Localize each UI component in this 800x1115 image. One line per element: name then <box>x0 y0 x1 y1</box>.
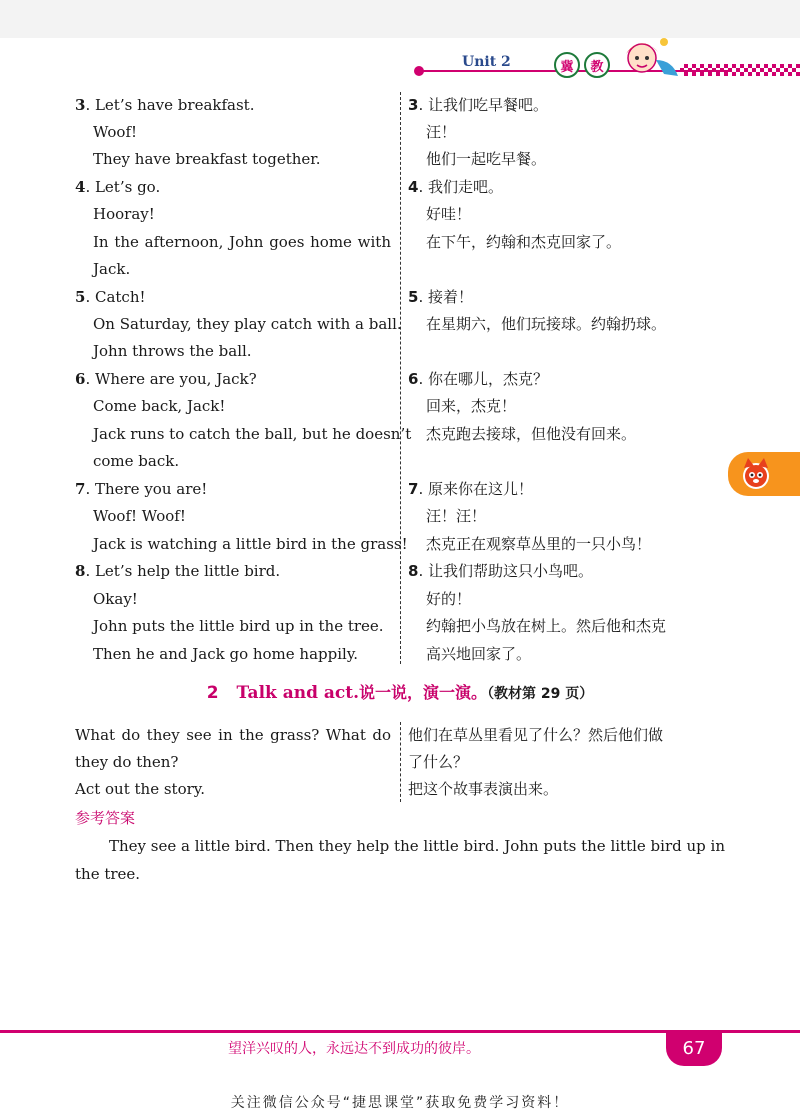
english-line: 6. Where are you, Jack? <box>75 370 257 388</box>
story-row <box>0 229 800 256</box>
english-line: John throws the ball. <box>93 342 252 360</box>
english-line: 4. Let’s go. <box>75 178 161 196</box>
story-row <box>0 476 800 503</box>
story-row <box>0 92 800 119</box>
english-line: John puts the little bird up in the tree. <box>93 617 384 635</box>
badge-ji: 冀 <box>554 52 580 78</box>
story-row <box>0 174 800 201</box>
chinese-line: 6. 你在哪儿，杰克？ <box>408 370 548 388</box>
chinese-line: 杰克跑去接球，但他没有回来。 <box>426 425 637 443</box>
header-checker-pattern <box>680 64 800 76</box>
story-row <box>0 201 800 228</box>
english-line: come back. <box>93 452 180 470</box>
english-line: they do then? <box>75 753 179 771</box>
english-line: Hooray! <box>93 205 155 223</box>
story-row <box>0 393 800 420</box>
chinese-line: 杰克正在观察草丛里的一只小鸟！ <box>426 535 652 553</box>
chinese-line: 3. 让我们吃早餐吧。 <box>408 96 548 114</box>
chinese-line: 7. 原来你在这儿！ <box>408 480 533 498</box>
english-line: Jack runs to catch the ball, but he doesn’t <box>93 425 412 443</box>
unit-label: Unit 2 <box>462 54 511 70</box>
english-line: Come back, Jack! <box>93 397 226 415</box>
story-row <box>0 641 800 668</box>
story-row <box>0 338 800 365</box>
chinese-line: 在星期六，他们玩接球。约翰扔球。 <box>426 315 667 333</box>
page-number: 67 <box>666 1030 722 1066</box>
section-title-zh: 说一说，演一演。 <box>359 683 488 702</box>
english-line: Woof! <box>93 123 138 141</box>
story-row <box>0 284 800 311</box>
story-row <box>0 558 800 585</box>
english-line: 3. Let’s have breakfast. <box>75 96 255 114</box>
story-row <box>0 119 800 146</box>
english-line: 5. Catch! <box>75 288 146 306</box>
chinese-line: 汪！汪！ <box>426 507 487 525</box>
chinese-line: 了什么？ <box>408 753 469 771</box>
english-line: They have breakfast together. <box>93 150 321 168</box>
answer-title: 参考答案 <box>75 809 136 827</box>
chinese-line: 高兴地回家了。 <box>426 645 532 663</box>
english-line: In the afternoon, John goes home with <box>93 233 391 251</box>
chinese-line: 好哇！ <box>426 205 472 223</box>
chinese-line: 4. 我们走吧。 <box>408 178 503 196</box>
story-row <box>0 256 800 283</box>
story-row <box>0 421 800 448</box>
badge-jiao: 教 <box>584 52 610 78</box>
story-row <box>0 531 800 558</box>
section-number: 2 <box>206 683 219 703</box>
section-heading <box>0 680 800 707</box>
textbook-reference: （教材第 29 页） <box>487 686 594 702</box>
task-row <box>0 776 800 803</box>
english-line: What do they see in the grass? What do <box>75 726 391 744</box>
english-line: Jack. <box>93 260 131 278</box>
chinese-line: 8. 让我们帮助这只小鸟吧。 <box>408 562 593 580</box>
task-row <box>0 749 800 776</box>
english-line: Then he and Jack go home happily. <box>93 645 359 663</box>
footer-motto: 望洋兴叹的人，永远达不到成功的彼岸。 <box>228 1041 480 1057</box>
answer-text: They see a little bird. Then they help the little bird. John puts the little bird up in the tree. <box>75 837 725 883</box>
story-row <box>0 613 800 640</box>
story-row <box>0 146 800 173</box>
story-row <box>0 448 800 475</box>
english-line: 8. Let’s help the little bird. <box>75 562 281 580</box>
chinese-line: 5. 接着！ <box>408 288 473 306</box>
chinese-line: 回来，杰克！ <box>426 397 517 415</box>
english-line: Jack is watching a little bird in the grass! <box>93 535 408 553</box>
story-row <box>0 311 800 338</box>
story-row <box>0 586 800 613</box>
english-line: Okay! <box>93 590 138 608</box>
english-line: Act out the story. <box>75 780 206 798</box>
header-dot <box>414 66 424 76</box>
section-title: Talk and act. <box>236 683 360 703</box>
chinese-line: 约翰把小鸟放在树上。然后他和杰克 <box>426 617 667 635</box>
chinese-line: 把这个故事表演出来。 <box>408 780 559 798</box>
chinese-line: 他们一起吃早餐。 <box>426 150 547 168</box>
task-row <box>0 722 800 749</box>
watermark-text: 关注微信公众号“捷思课堂”获取免费学习资料！ <box>230 1095 570 1111</box>
chinese-line: 他们在草丛里看见了什么？然后他们做 <box>408 726 664 744</box>
english-line: 7. There you are! <box>75 480 208 498</box>
chinese-line: 好的！ <box>426 590 472 608</box>
chinese-line: 汪！ <box>426 123 457 141</box>
story-row <box>0 366 800 393</box>
girl-mascot-icon <box>612 30 682 90</box>
english-line: Woof! Woof! <box>93 507 186 525</box>
english-line: On Saturday, they play catch with a ball. <box>93 315 402 333</box>
chinese-line: 在下午，约翰和杰克回家了。 <box>426 233 622 251</box>
story-row <box>0 503 800 530</box>
